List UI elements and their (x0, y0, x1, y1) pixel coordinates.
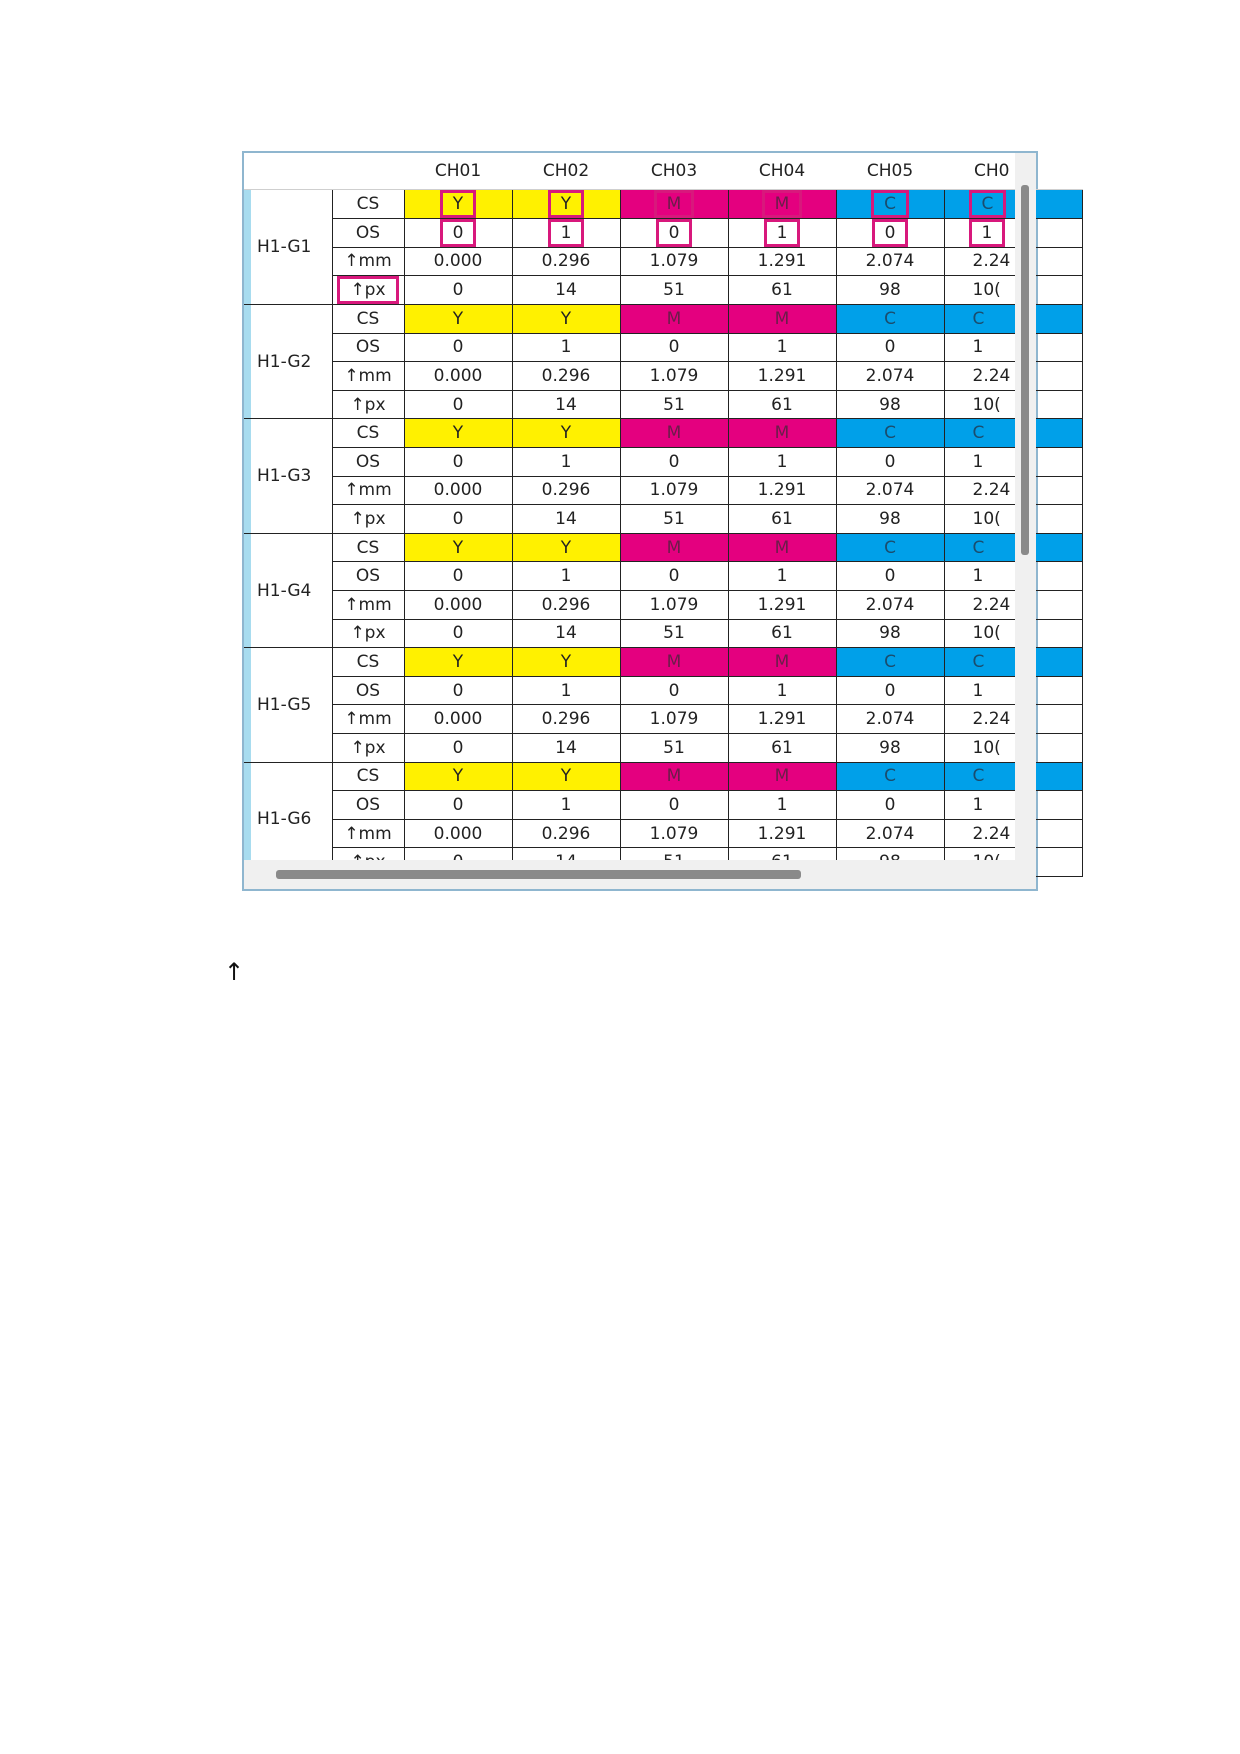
grid-cell-mm[interactable]: 2.24 (944, 591, 1082, 620)
grid-row-mm (244, 819, 1082, 848)
grid-row-px (244, 619, 1082, 648)
grid-cell-px[interactable]: 98 (836, 619, 944, 648)
row-key-os: OS (332, 218, 404, 247)
grid-row-px (244, 276, 1082, 305)
grid-cell-mm[interactable]: 0.296 (512, 591, 620, 620)
grid-cell-cs[interactable]: C (836, 305, 944, 334)
column-header[interactable]: CH03 (620, 153, 728, 189)
grid-cell-os[interactable]: 0 (836, 333, 944, 362)
grid-cell-mm[interactable]: 2.24 (944, 247, 1082, 276)
grid-cell-cs[interactable]: Y (512, 533, 620, 562)
column-header[interactable]: CH02 (512, 153, 620, 189)
grid-cell-px[interactable]: 51 (620, 390, 728, 419)
column-header-row (244, 153, 1082, 189)
grid-cell-mm[interactable]: 2.24 (944, 705, 1082, 734)
highlight-box: Y (548, 190, 584, 218)
grid-cell-mm[interactable]: 2.074 (836, 591, 944, 620)
row-key-px: ↑px (332, 390, 404, 419)
grid-cell-px[interactable]: 14 (512, 505, 620, 534)
grid-cell-os[interactable]: 0 (836, 791, 944, 820)
grid-cell-cs[interactable]: C (944, 305, 1082, 334)
column-header[interactable]: CH01 (404, 153, 512, 189)
grid-row-cs (244, 305, 1082, 334)
grid-cell-px[interactable]: 51 (620, 276, 728, 305)
grid-row-px (244, 505, 1082, 534)
row-key-px: ↑px (332, 505, 404, 534)
grid-cell-cs[interactable]: M (620, 762, 728, 791)
grid-cell-mm[interactable]: 1.291 (728, 476, 836, 505)
grid-cell-cs[interactable] (512, 189, 620, 218)
grid-cell-mm[interactable]: 1.079 (620, 705, 728, 734)
channel-grid-viewport (244, 153, 1015, 860)
grid-cell-cs[interactable]: M (620, 648, 728, 677)
grid-cell-cs[interactable]: Y (404, 305, 512, 334)
grid-row-os (244, 448, 1082, 477)
row-key-cs: CS (332, 419, 404, 448)
grid-cell-os[interactable]: 1 (728, 333, 836, 362)
grid-cell-mm[interactable]: 2.24 (944, 819, 1082, 848)
grid-cell-px[interactable]: 0 (404, 734, 512, 763)
grid-cell-os[interactable]: 0 (620, 562, 728, 591)
grid-cell-px[interactable]: 98 (836, 734, 944, 763)
highlight-box: 1 (764, 219, 801, 247)
grid-cell-os[interactable]: 1 (512, 676, 620, 705)
grid-cell-cs[interactable] (836, 189, 944, 218)
grid-cell-px[interactable]: 10( (944, 619, 1082, 648)
grid-cell-mm[interactable]: 0.296 (512, 362, 620, 391)
corner-cell (244, 153, 332, 189)
grid-cell-px[interactable]: 51 (620, 505, 728, 534)
row-key-os: OS (332, 791, 404, 820)
grid-cell-cs[interactable]: M (728, 305, 836, 334)
grid-cell-mm[interactable]: 2.24 (944, 476, 1082, 505)
highlight-box: 0 (656, 219, 693, 247)
grid-cell-mm[interactable]: 0.000 (404, 705, 512, 734)
highlight-box: 0 (872, 219, 909, 247)
grid-cell-cs[interactable]: C (836, 419, 944, 448)
grid-cell-px[interactable]: 0 (404, 619, 512, 648)
grid-cell-mm[interactable]: 2.074 (836, 247, 944, 276)
grid-row-os (244, 791, 1082, 820)
grid-cell-cs[interactable] (728, 189, 836, 218)
grid-cell-cs[interactable]: M (728, 648, 836, 677)
highlight-box: 1 (548, 219, 585, 247)
grid-cell-cs[interactable]: M (728, 419, 836, 448)
grid-cell-mm[interactable]: 0.296 (512, 819, 620, 848)
row-key-mm: ↑mm (332, 247, 404, 276)
row-key-mm: ↑mm (332, 362, 404, 391)
grid-cell-cs[interactable]: M (620, 305, 728, 334)
grid-cell-cs[interactable]: C (836, 648, 944, 677)
grid-row-px (244, 734, 1082, 763)
grid-cell-px[interactable]: 51 (620, 619, 728, 648)
grid-cell-px[interactable]: 61 (728, 276, 836, 305)
row-key-mm: ↑mm (332, 705, 404, 734)
grid-row-mm (244, 591, 1082, 620)
grid-cell-px[interactable]: 61 (728, 734, 836, 763)
grid-body (244, 189, 1082, 876)
grid-cell-os[interactable] (836, 218, 944, 247)
grid-cell-mm[interactable]: 0.296 (512, 247, 620, 276)
grid-cell-mm[interactable]: 0.000 (404, 591, 512, 620)
grid-cell-cs[interactable]: Y (512, 762, 620, 791)
grid-cell-px[interactable]: 98 (836, 505, 944, 534)
row-key-os: OS (332, 676, 404, 705)
grid-cell-cs[interactable]: C (836, 762, 944, 791)
grid-cell-px[interactable]: 98 (836, 276, 944, 305)
grid-row-os (244, 333, 1082, 362)
grid-cell-os[interactable]: 0 (836, 676, 944, 705)
grid-cell-cs[interactable]: C (836, 533, 944, 562)
grid-cell-mm[interactable]: 1.291 (728, 362, 836, 391)
group-label: H1-G2 (244, 305, 332, 419)
row-key-os: OS (332, 333, 404, 362)
grid-cell-mm[interactable]: 2.074 (836, 705, 944, 734)
grid-cell-os[interactable]: 1 (944, 676, 1082, 705)
grid-cell-mm[interactable]: 0.000 (404, 362, 512, 391)
highlight-box: M (762, 190, 803, 218)
grid-cell-cs[interactable] (944, 189, 1082, 218)
grid-cell-mm[interactable]: 1.291 (728, 705, 836, 734)
group-label: H1-G5 (244, 648, 332, 762)
row-key-px: ↑px (332, 734, 404, 763)
horizontal-scrollbar-thumb[interactable] (276, 870, 801, 879)
grid-row-os (244, 676, 1082, 705)
grid-cell-os[interactable]: 0 (836, 448, 944, 477)
grid-cell-px[interactable]: 14 (512, 276, 620, 305)
channel-grid (244, 153, 1083, 877)
grid-cell-px[interactable]: 10( (944, 505, 1082, 534)
grid-cell-cs[interactable]: Y (404, 762, 512, 791)
grid-cell-os[interactable]: 1 (728, 562, 836, 591)
grid-row-cs (244, 189, 1082, 218)
grid-cell-os[interactable]: 0 (404, 448, 512, 477)
grid-cell-os[interactable]: 0 (404, 333, 512, 362)
grid-cell-px[interactable]: 14 (512, 619, 620, 648)
grid-cell-os[interactable]: 0 (836, 562, 944, 591)
row-key-cs: CS (332, 648, 404, 677)
grid-cell-cs[interactable]: M (620, 419, 728, 448)
row-key-mm: ↑mm (332, 819, 404, 848)
grid-cell-mm[interactable]: 1.079 (620, 819, 728, 848)
grid-cell-px[interactable]: 0 (404, 390, 512, 419)
grid-row-mm (244, 476, 1082, 505)
grid-cell-cs[interactable]: M (620, 533, 728, 562)
grid-row-px (244, 390, 1082, 419)
grid-cell-px[interactable]: 61 (728, 619, 836, 648)
highlight-box: C (969, 190, 1007, 218)
grid-cell-cs[interactable]: C (944, 419, 1082, 448)
grid-cell-mm[interactable]: 1.079 (620, 591, 728, 620)
row-key-os: OS (332, 448, 404, 477)
grid-cell-mm[interactable]: 2.074 (836, 819, 944, 848)
grid-cell-os[interactable]: 0 (404, 791, 512, 820)
highlight-box: C (871, 190, 909, 218)
grid-cell-os[interactable] (728, 218, 836, 247)
grid-cell-px[interactable]: 61 (728, 505, 836, 534)
grid-cell-mm[interactable]: 1.291 (728, 247, 836, 276)
horizontal-scrollbar[interactable] (244, 860, 1036, 889)
grid-cell-os[interactable]: 1 (512, 562, 620, 591)
grid-cell-cs[interactable]: Y (404, 419, 512, 448)
column-header[interactable]: CH0 (944, 153, 1082, 189)
grid-cell-mm[interactable]: 0.296 (512, 705, 620, 734)
vertical-scrollbar[interactable] (1015, 153, 1036, 860)
grid-cell-mm[interactable]: 2.074 (836, 476, 944, 505)
channel-grid-window (242, 151, 1038, 891)
grid-cell-mm[interactable]: 0.296 (512, 476, 620, 505)
highlight-box: ↑px (337, 276, 398, 304)
grid-row-cs (244, 533, 1082, 562)
grid-cell-os[interactable]: 1 (512, 791, 620, 820)
vertical-scrollbar-thumb[interactable] (1021, 185, 1029, 555)
grid-cell-os[interactable]: 1 (512, 448, 620, 477)
grid-cell-os[interactable]: 0 (404, 562, 512, 591)
grid-cell-mm[interactable]: 0.000 (404, 476, 512, 505)
grid-row-mm (244, 247, 1082, 276)
grid-cell-mm[interactable]: 2.24 (944, 362, 1082, 391)
grid-cell-os[interactable] (620, 218, 728, 247)
grid-cell-px[interactable]: 10( (944, 390, 1082, 419)
row-key-cs: CS (332, 189, 404, 218)
grid-cell-os[interactable]: 1 (944, 448, 1082, 477)
row-key-os: OS (332, 562, 404, 591)
grid-cell-os[interactable]: 0 (620, 676, 728, 705)
grid-cell-cs[interactable]: M (728, 533, 836, 562)
grid-row-cs (244, 648, 1082, 677)
grid-cell-os[interactable] (512, 218, 620, 247)
grid-cell-mm[interactable]: 2.074 (836, 362, 944, 391)
grid-cell-cs[interactable]: Y (512, 305, 620, 334)
grid-cell-mm[interactable]: 1.291 (728, 819, 836, 848)
grid-row-cs (244, 419, 1082, 448)
highlight-box: M (654, 190, 695, 218)
grid-cell-mm[interactable]: 1.079 (620, 247, 728, 276)
grid-cell-px[interactable]: 14 (512, 734, 620, 763)
grid-cell-px[interactable]: 61 (728, 390, 836, 419)
up-arrow-icon: ↑ (224, 958, 245, 986)
grid-cell-os[interactable]: 1 (944, 562, 1082, 591)
grid-cell-cs[interactable]: Y (512, 419, 620, 448)
grid-cell-os[interactable]: 1 (944, 333, 1082, 362)
grid-cell-os[interactable] (944, 218, 1082, 247)
grid-cell-cs[interactable] (620, 189, 728, 218)
corner-cell (332, 153, 404, 189)
grid-cell-cs[interactable]: C (944, 648, 1082, 677)
row-key-cs: CS (332, 533, 404, 562)
grid-cell-os[interactable]: 1 (728, 448, 836, 477)
grid-cell-os[interactable]: 1 (512, 333, 620, 362)
group-label: H1-G4 (244, 533, 332, 647)
highlight-box: 1 (969, 219, 1006, 247)
grid-cell-px[interactable]: 14 (512, 390, 620, 419)
grid-row-mm (244, 362, 1082, 391)
grid-cell-os[interactable]: 1 (728, 791, 836, 820)
row-key-cs: CS (332, 305, 404, 334)
grid-cell-os[interactable] (404, 218, 512, 247)
grid-cell-cs[interactable]: M (728, 762, 836, 791)
grid-cell-mm[interactable]: 0.000 (404, 819, 512, 848)
group-label: H1-G3 (244, 419, 332, 533)
grid-cell-px[interactable]: 0 (404, 505, 512, 534)
grid-cell-px[interactable]: 51 (620, 734, 728, 763)
grid-cell-cs[interactable] (404, 189, 512, 218)
grid-row-cs (244, 762, 1082, 791)
grid-cell-cs[interactable]: C (944, 762, 1082, 791)
row-key-mm: ↑mm (332, 591, 404, 620)
row-key-mm: ↑mm (332, 476, 404, 505)
grid-row-os (244, 562, 1082, 591)
grid-cell-os[interactable]: 1 (728, 676, 836, 705)
grid-cell-os[interactable]: 0 (404, 676, 512, 705)
grid-cell-mm[interactable]: 1.079 (620, 362, 728, 391)
grid-cell-px[interactable]: 0 (404, 276, 512, 305)
grid-cell-cs[interactable]: Y (512, 648, 620, 677)
grid-row-os (244, 218, 1082, 247)
highlight-box: Y (440, 190, 476, 218)
grid-cell-mm[interactable]: 1.291 (728, 591, 836, 620)
row-key-cs: CS (332, 762, 404, 791)
grid-cell-px[interactable]: 10( (944, 276, 1082, 305)
grid-cell-cs[interactable]: C (944, 533, 1082, 562)
column-header[interactable]: CH04 (728, 153, 836, 189)
grid-cell-os[interactable]: 0 (620, 791, 728, 820)
row-key-px (332, 276, 404, 305)
grid-cell-os[interactable]: 0 (620, 333, 728, 362)
grid-cell-os[interactable]: 0 (620, 448, 728, 477)
grid-cell-px[interactable]: 10( (944, 734, 1082, 763)
group-label: H1-G1 (244, 189, 332, 305)
grid-cell-px[interactable]: 98 (836, 390, 944, 419)
grid-cell-cs[interactable]: Y (404, 648, 512, 677)
grid-cell-mm[interactable]: 1.079 (620, 476, 728, 505)
group-label: H1-G6 (244, 762, 332, 876)
grid-cell-cs[interactable]: Y (404, 533, 512, 562)
grid-cell-os[interactable]: 1 (944, 791, 1082, 820)
grid-cell-mm[interactable]: 0.000 (404, 247, 512, 276)
row-key-px: ↑px (332, 619, 404, 648)
highlight-box: 0 (440, 219, 477, 247)
grid-row-mm (244, 705, 1082, 734)
column-header[interactable]: CH05 (836, 153, 944, 189)
